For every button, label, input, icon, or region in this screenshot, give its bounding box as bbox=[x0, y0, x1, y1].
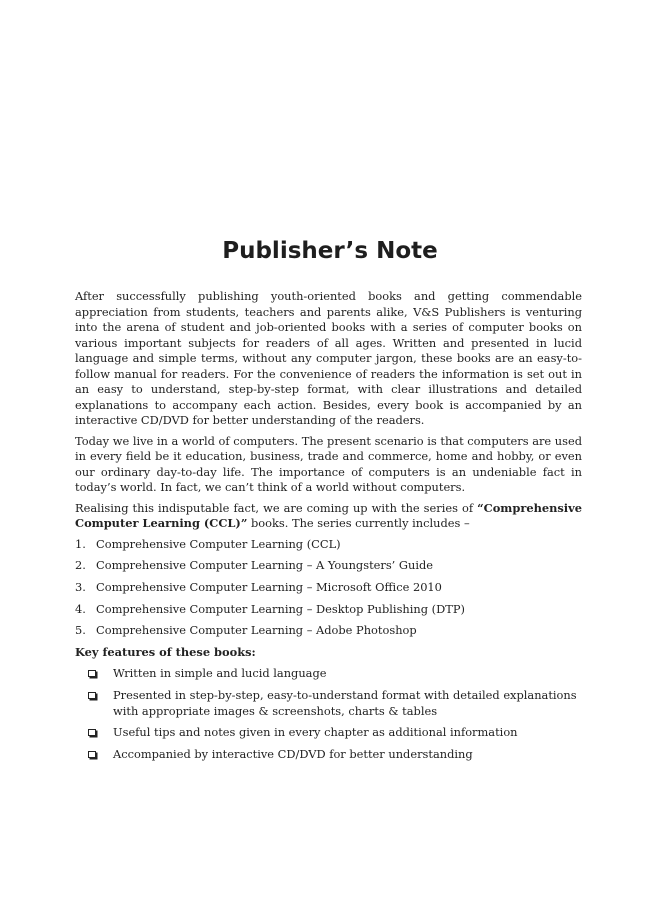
checkbox-bullet-icon bbox=[88, 692, 96, 699]
paragraph-series bbox=[75, 501, 582, 532]
list-item bbox=[75, 537, 582, 553]
body-content bbox=[75, 289, 582, 769]
bullet-item bbox=[88, 666, 582, 682]
bullet-item bbox=[88, 688, 582, 719]
list-text: Comprehensive Computer Learning – A Youngsters’ Guide bbox=[96, 558, 434, 573]
list-text: Comprehensive Computer Learning (CCL) bbox=[96, 536, 341, 551]
checkbox-bullet-icon bbox=[88, 729, 96, 736]
paragraph-series-start: Realising this indisputable fact, we are coming up with the series of bbox=[75, 500, 478, 515]
list-item bbox=[75, 558, 582, 574]
key-features-list bbox=[75, 666, 582, 762]
paragraph-intro: After successfully publishing youth-oriented books and getting commendable appreciation from students, teachers and parents alike, V&S Publishers is venturing into the arena of student and job-oriented books with a series of computer books on various important subjects for readers of all ages. Written and presented in lucid language and simple terms, without any computer jargon, these books are an easy-to-follow manual for readers. For the convenience of readers the information is set out in an easy to understand, step-by-step format, with clear illustrations and detailed explanations to accompany each action. Besides, every book is accompanied by an interactive CD/DVD for better understanding of the readers. bbox=[75, 289, 582, 427]
page-title: Publisher’s Note bbox=[222, 238, 438, 264]
series-name: “Comprehensive Computer Learning (CCL)” bbox=[75, 500, 582, 530]
key-features-heading: Key features of these books: bbox=[75, 644, 256, 659]
list-text: Comprehensive Computer Learning – Microsoft Office 2010 bbox=[96, 579, 442, 594]
list-number: 3. bbox=[75, 579, 86, 594]
list-item bbox=[75, 602, 582, 618]
bullet-text: Accompanied by interactive CD/DVD for better understanding bbox=[113, 747, 473, 761]
paragraph-series-end: books. The series currently includes – bbox=[247, 516, 470, 530]
list-number: 1. bbox=[75, 536, 86, 551]
checkbox-bullet-icon bbox=[88, 751, 96, 758]
bullet-item bbox=[88, 747, 582, 763]
list-text: Comprehensive Computer Learning – Desktop Publishing (DTP) bbox=[96, 601, 465, 616]
bullet-text: Useful tips and notes given in every chapter as additional information bbox=[113, 725, 518, 740]
list-text: Comprehensive Computer Learning – Adobe Photoshop bbox=[96, 623, 417, 638]
list-number: 4. bbox=[75, 601, 86, 616]
bullet-text: Written in simple and lucid language bbox=[113, 666, 327, 681]
list-item bbox=[75, 580, 582, 596]
list-number: 2. bbox=[75, 558, 86, 573]
series-list bbox=[75, 537, 582, 639]
bullet-item bbox=[88, 725, 582, 741]
list-number: 5. bbox=[75, 623, 86, 638]
bullet-text: Presented in step-by-step, easy-to-understand format with detailed explanations with appropriate images & screenshots, charts & tables bbox=[113, 688, 577, 718]
paragraph-computers: Today we live in a world of computers. The present scenario is that computers are used in every field be it education, business, trade and commerce, home and hobby, or even our ordinary day-to-day life. The importance of computers is an undeniable fact in today’s world. In fact, we can’t think of a world without computers. bbox=[75, 433, 583, 494]
checkbox-bullet-icon bbox=[88, 670, 96, 677]
list-item bbox=[75, 623, 582, 639]
